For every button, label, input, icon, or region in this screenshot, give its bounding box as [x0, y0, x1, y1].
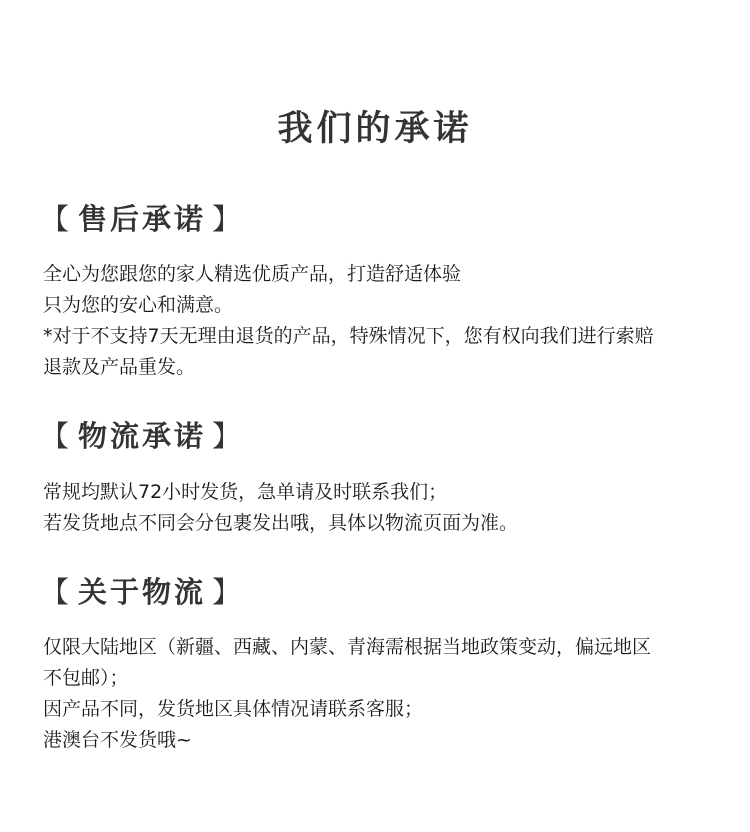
body-line: 常规均默认72小时发货，急单请及时联系我们；	[43, 481, 448, 503]
open-bracket: 【	[40, 202, 73, 236]
close-bracket: 】	[212, 575, 245, 609]
body-line: 若发货地点不同会分包裹发出哦，具体以物流页面为准。	[43, 512, 519, 534]
body-line: *对于不支持7天无理由退货的产品，特殊情况下，您有权向我们进行索赔	[43, 325, 654, 347]
body-line: 全心为您跟您的家人精选优质产品，打造舒适体验	[43, 263, 462, 285]
section-body-after-sales	[43, 259, 713, 383]
section-body-about-logistics	[43, 632, 713, 756]
open-bracket: 【	[40, 575, 73, 609]
body-line: 港澳台不发货哦~	[43, 729, 192, 751]
section-heading-about-logistics	[40, 570, 244, 614]
section-heading-text: 售后承诺	[78, 202, 207, 236]
section-body-logistics-promise	[43, 477, 713, 539]
section-heading-after-sales	[40, 197, 244, 241]
body-line: 仅限大陆地区（新疆、西藏、内蒙、青海需根据当地政策变动，偏远地区	[43, 636, 652, 658]
close-bracket: 】	[212, 419, 245, 453]
open-bracket: 【	[40, 419, 73, 453]
body-line: 因产品不同，发货地区具体情况请联系客服；	[43, 698, 424, 720]
close-bracket: 】	[212, 202, 245, 236]
section-heading-text: 物流承诺	[78, 419, 207, 453]
body-line: 不包邮）；	[43, 667, 129, 689]
body-line: 退款及产品重发。	[43, 356, 196, 378]
page-title: 我们的承诺	[277, 108, 473, 149]
body-line: 只为您的安心和满意。	[43, 294, 234, 316]
section-heading-logistics-promise	[40, 414, 244, 458]
section-heading-text: 关于物流	[78, 575, 207, 609]
